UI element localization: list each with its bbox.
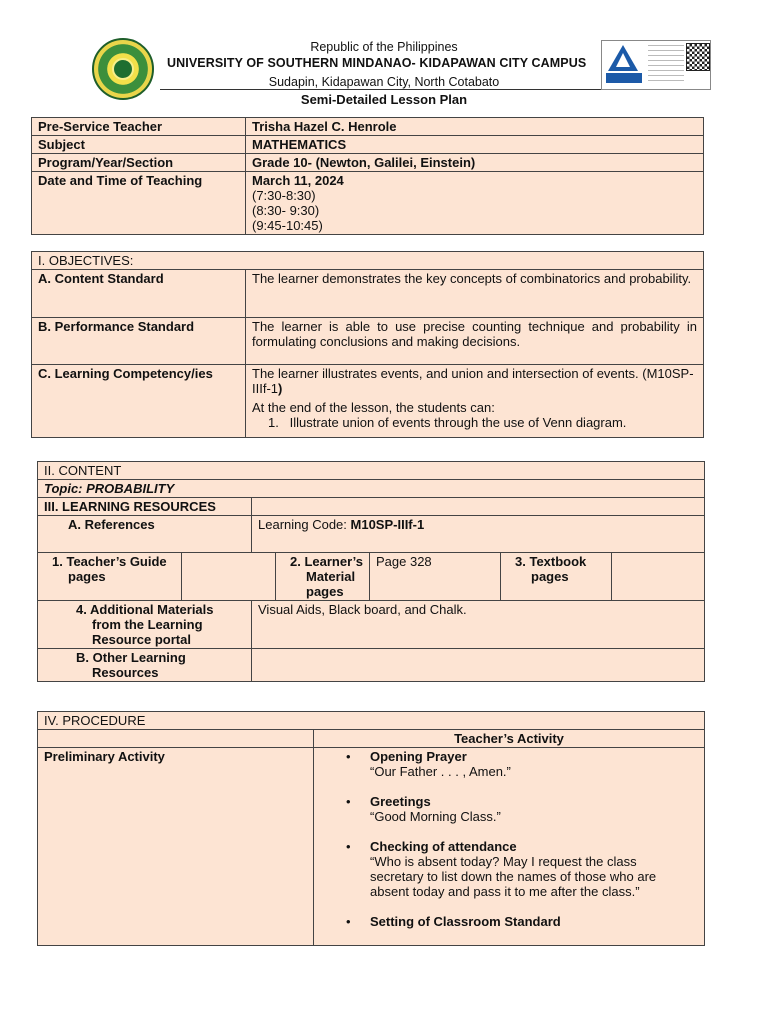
objective-list-item (252, 415, 697, 430)
other-resources-label (38, 649, 252, 682)
bullet: • (346, 839, 351, 854)
tuv-iso-certification-icon (601, 40, 711, 90)
activity-item (320, 914, 698, 929)
date-value: March 11, 2024 (252, 173, 344, 188)
textbook-text: Textbook pages (529, 554, 587, 584)
learning-code-cell (252, 516, 705, 553)
activity-item (320, 839, 698, 899)
resources-heading: III. LEARNING RESOURCES (38, 498, 252, 516)
preliminary-activity-cell (314, 748, 705, 946)
learner-material-value: Page 328 (370, 553, 501, 601)
objectives-heading: I. OBJECTIVES: (32, 252, 704, 270)
subject-label: Subject (32, 136, 246, 154)
other-resources-value (252, 649, 705, 682)
date-cell (246, 172, 704, 235)
additional-materials-value: Visual Aids, Black board, and Chalk. (252, 601, 705, 649)
time-slot: (8:30- 9:30) (252, 203, 320, 218)
list-number: 3. (515, 554, 526, 569)
performance-standard-text: The learner is able to use precise counting technique and probability in formulating conclusions and making decisions. (246, 318, 704, 365)
activity-text: “Who is absent today? May I request the class secretary to list down the names of those who are absent today and pass it to me after the class.” (370, 854, 657, 899)
list-number: 1. (268, 415, 279, 430)
lesson-info-table (31, 117, 704, 235)
additional-materials-label (38, 601, 252, 649)
competency-code: M10SP-IIIf-1 (252, 366, 694, 396)
document-title: Semi-Detailed Lesson Plan (300, 92, 468, 107)
teacher-label: Pre-Service Teacher (32, 118, 246, 136)
other-resources-text: Other Learning Resources (92, 650, 186, 680)
end-of-lesson-text: At the end of the lesson, the students can: (252, 400, 495, 415)
activity-title: Checking of attendance (370, 839, 517, 854)
procedure-table (37, 711, 705, 946)
topic-line: Topic: PROBABILITY (38, 480, 705, 498)
program-value: Grade 10- (Newton, Galilei, Einstein) (246, 154, 704, 172)
competency-cell (246, 365, 704, 438)
textbook-value (612, 553, 705, 601)
teacher-activity-heading: Teacher’s Activity (314, 730, 705, 748)
content-standard-label: A. Content Standard (32, 270, 246, 318)
teacher-guide-label (38, 553, 182, 601)
document-header (0, 0, 768, 112)
list-number: 2. (290, 554, 301, 569)
bullet: • (346, 749, 351, 764)
learning-code-value: M10SP-IIIf-1 (350, 517, 425, 532)
activity-title: Greetings (370, 794, 431, 809)
subject-value: MATHEMATICS (246, 136, 704, 154)
bullet: • (346, 794, 351, 809)
time-slot: (9:45-10:45) (252, 218, 323, 233)
teacher-value: Trisha Hazel C. Henrole (246, 118, 704, 136)
textbook-label (501, 553, 612, 601)
university-name: UNIVERSITY OF SOUTHERN MINDANAO- KIDAPAWAN CITY CAMPUS (167, 56, 587, 70)
activity-item (320, 794, 698, 824)
content-heading: II. CONTENT (38, 462, 705, 480)
teacher-guide-value (182, 553, 276, 601)
additional-materials-text: Additional Materials from the Learning Resource portal (89, 602, 214, 647)
content-resources-table (37, 461, 705, 682)
learning-code-label: Learning Code: (258, 517, 351, 532)
learner-material-text: Learner’s Material pages (304, 554, 364, 599)
procedure-header-empty (38, 730, 314, 748)
content-standard-text: The learner demonstrates the key concepts of combinatorics and probability. (246, 270, 704, 318)
date-label: Date and Time of Teaching (32, 172, 246, 235)
activity-text: “Good Morning Class.” (370, 809, 501, 824)
objective-text: Illustrate union of events through the use of Venn diagram. (289, 415, 627, 430)
bullet: • (346, 914, 351, 929)
list-number: 1. (52, 554, 63, 569)
resources-empty-cell (252, 498, 705, 516)
preliminary-activity-label: Preliminary Activity (38, 748, 314, 946)
objectives-table (31, 251, 704, 438)
performance-standard-label: B. Performance Standard (32, 318, 246, 365)
competency-text: The learner illustrates events, and union and intersection of events. (252, 366, 639, 381)
competency-label: C. Learning Competency/ies (32, 365, 246, 438)
time-slot: (7:30-8:30) (252, 188, 316, 203)
program-label: Program/Year/Section (32, 154, 246, 172)
competency-code-open: ( (642, 366, 647, 381)
activity-item (320, 749, 698, 779)
qr-code-icon (686, 43, 710, 71)
references-label: A. References (38, 516, 252, 553)
activity-title: Opening Prayer (370, 749, 467, 764)
learner-material-label (276, 553, 370, 601)
teacher-guide-text: Teacher’s Guide pages (66, 554, 167, 584)
competency-code-close: ) (278, 381, 283, 396)
campus-address: Sudapin, Kidapawan City, North Cotabato (268, 75, 500, 89)
procedure-heading: IV. PROCEDURE (38, 712, 705, 730)
republic-line: Republic of the Philippines (310, 40, 458, 54)
list-number: B. (76, 650, 89, 665)
list-number: 4. (76, 602, 87, 617)
activity-title: Setting of Classroom Standard (370, 914, 561, 929)
header-divider (160, 89, 602, 90)
activity-text: “Our Father . . . , Amen.” (370, 764, 511, 779)
